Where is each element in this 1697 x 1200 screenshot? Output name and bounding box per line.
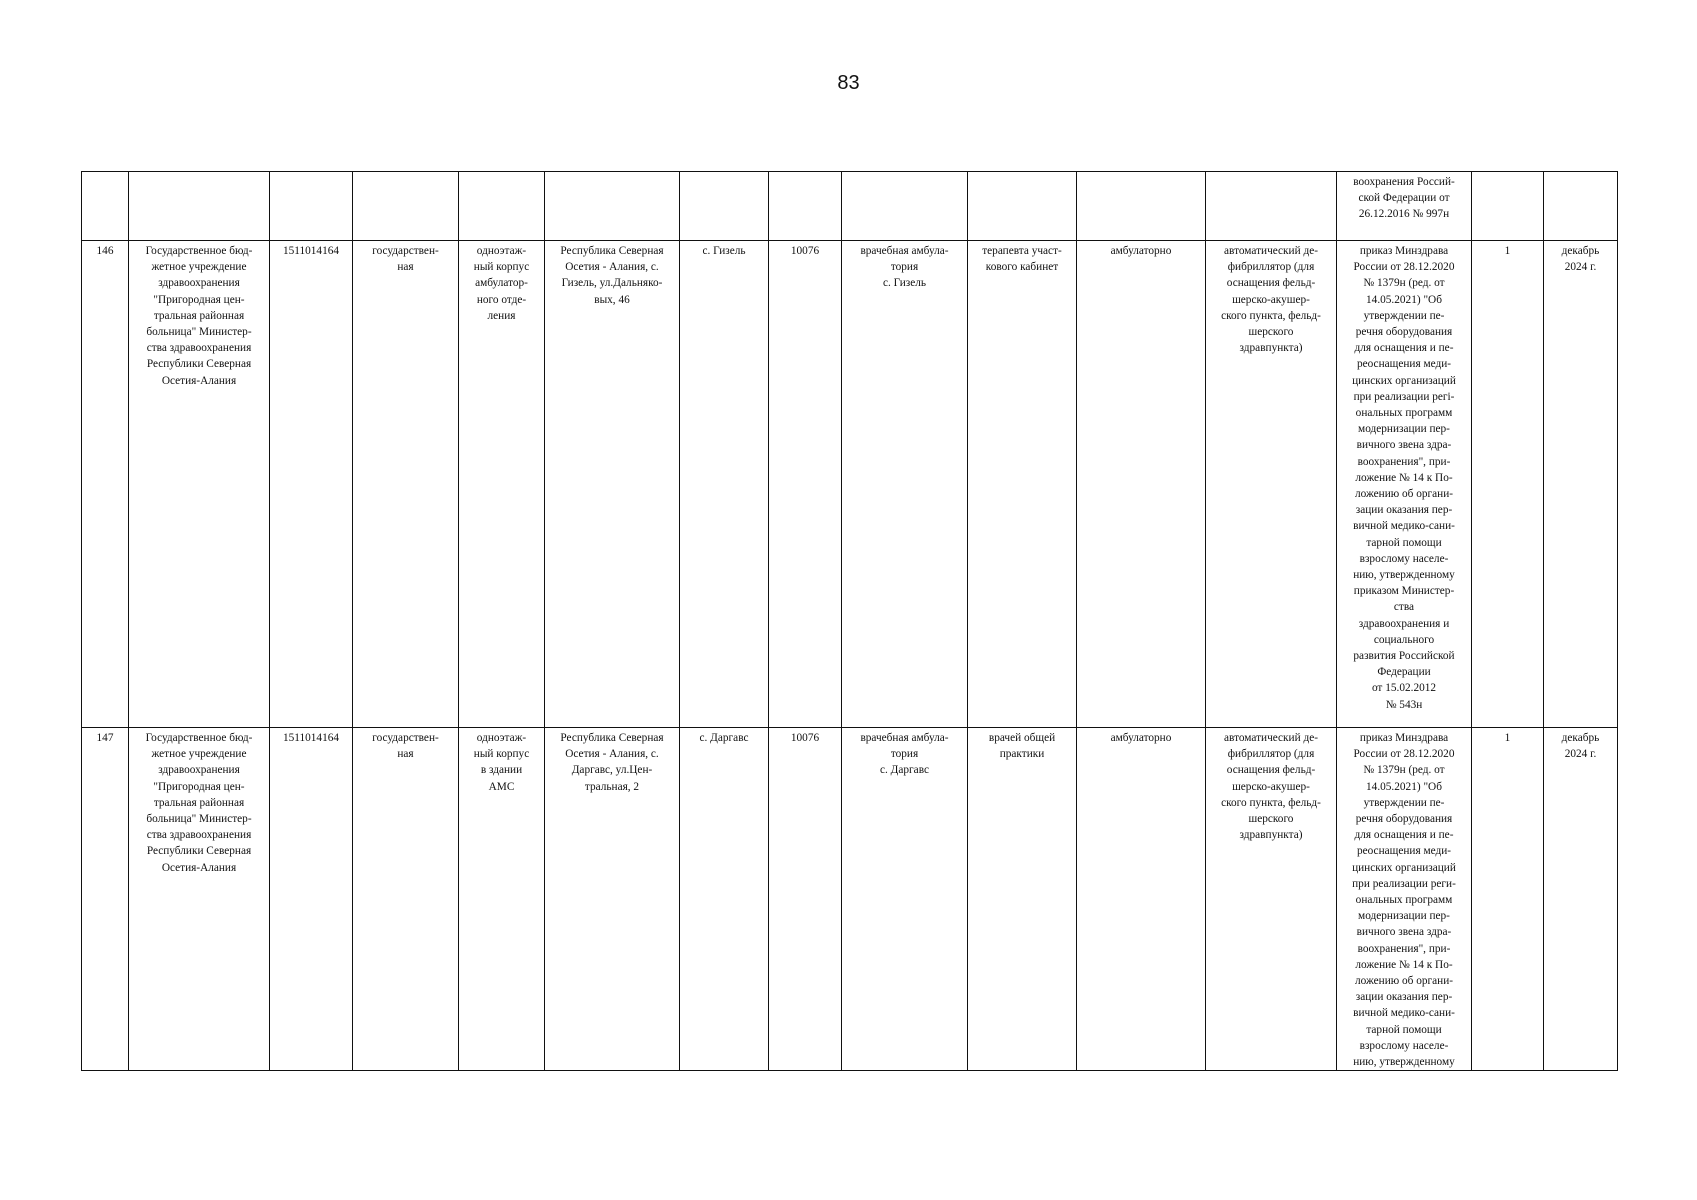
building-line: в здании [480, 764, 523, 777]
cell-num: 147 [82, 728, 129, 1071]
org-line: Республики Северная [146, 845, 252, 858]
cell-condition: амбулаторно [1077, 241, 1206, 728]
table-row [82, 728, 1618, 1071]
basis-line: 14.05.2021) "Об [1366, 293, 1442, 306]
org-line: больница" Министер- [146, 326, 252, 339]
ownership-line: государствен- [372, 732, 439, 744]
equipment-line: шерского [1248, 813, 1294, 826]
basis-line: для оснащения и пе- [1354, 342, 1454, 355]
basis-line: модернизации пер- [1358, 423, 1450, 436]
basis-line: зации оказания пер- [1355, 991, 1453, 1004]
basis-line: для оснащения и пе- [1354, 829, 1454, 842]
cell-date [1544, 241, 1618, 728]
basis-line: вичной медико-сани- [1353, 1007, 1455, 1020]
building-line: одноэтаж- [476, 732, 527, 744]
basis-line: социального [1373, 633, 1435, 646]
basis-line: ложение № 14 к По- [1355, 471, 1453, 484]
basis-line: ложение № 14 к По- [1355, 958, 1453, 971]
basis-line: речня оборудования [1355, 813, 1453, 826]
basis-line: тарной помощи [1366, 536, 1442, 549]
basis-line: здравоохранения и [1358, 617, 1450, 630]
equipment-line: шерско-акушер- [1232, 780, 1310, 793]
basis-line: развития Российской [1353, 650, 1455, 663]
cell-num [82, 172, 129, 241]
cell-inn: 1511014164 [270, 728, 353, 1071]
cell-ownership [353, 728, 459, 1071]
basis-line: цинских организаций [1352, 374, 1456, 387]
equipment-line: автоматический де- [1224, 732, 1318, 744]
cell-address [545, 728, 680, 1071]
basis-line: № 1379н (ред. от [1363, 277, 1445, 290]
basis-line: реоснащения меди- [1356, 845, 1452, 858]
cell-address [545, 172, 680, 241]
building-line: ный корпус [473, 748, 530, 761]
cell-date [1544, 172, 1618, 241]
cabinet-line: кового кабинет [985, 261, 1059, 274]
basis-line: взрослому населе- [1359, 552, 1449, 565]
address-line: Осетия - Алания, с. [565, 261, 659, 274]
address-line: Республика Северная [560, 245, 664, 257]
basis-line: ложению об органи- [1354, 975, 1454, 988]
basis-line: ональных программ [1355, 894, 1453, 907]
cell-date [1544, 728, 1618, 1071]
basis-line: ональных программ [1355, 407, 1453, 420]
basis-line: модернизации пер- [1358, 910, 1450, 923]
address-line: Гизель, ул.Дальняко- [561, 277, 663, 290]
equipment-line: автоматический де- [1224, 245, 1318, 257]
cell-population: 10076 [769, 728, 842, 1071]
org-line: ства здравоохранения [146, 829, 252, 842]
basis-line: воохранения Россий- [1353, 176, 1455, 188]
basis-line: утверждении пе- [1363, 309, 1445, 322]
building-line: ного отде- [476, 293, 527, 306]
cell-building [459, 172, 545, 241]
cell-locality: с. Даргавс [680, 728, 769, 1071]
basis-line: при реализации регi- [1353, 390, 1455, 403]
cell-condition: амбулаторно [1077, 728, 1206, 1071]
cell-building [459, 728, 545, 1071]
basis-line: вичного звена здра- [1356, 439, 1452, 452]
cell-ownership [353, 172, 459, 241]
cell-basis [1337, 172, 1472, 241]
cabinet-line: врачей общей [988, 732, 1056, 744]
basis-line: нию, утвержденному [1353, 569, 1455, 582]
building-line: ления [487, 309, 516, 322]
cell-quantity: 1 [1472, 241, 1544, 728]
basis-line: приказ Минздрава [1359, 245, 1449, 257]
basis-line: воохранения", при- [1357, 942, 1451, 955]
basis-line: утверждении пе- [1363, 796, 1445, 809]
table-row-continued [82, 172, 1618, 241]
table-row [82, 241, 1618, 728]
basis-line: ской Федерации от [1358, 192, 1450, 205]
cell-org [129, 172, 270, 241]
cell-org [129, 241, 270, 728]
cell-equipment [1206, 728, 1337, 1071]
basis-line: ложению об органи- [1354, 488, 1454, 501]
cell-equipment [1206, 241, 1337, 728]
basis-line: Федерации [1377, 666, 1431, 679]
org-line: Государственное бюд- [145, 245, 253, 257]
basis-line: взрослому населе- [1359, 1039, 1449, 1052]
cell-locality [680, 172, 769, 241]
cell-ownership [353, 241, 459, 728]
cell-population [769, 172, 842, 241]
org-line: Осетия-Алания [161, 374, 237, 387]
basis-line: тарной помощи [1366, 1023, 1442, 1036]
ownership-line: ная [397, 748, 414, 761]
equipment-line: здравпункта) [1239, 829, 1303, 842]
cell-unit [842, 728, 968, 1071]
cell-equipment [1206, 172, 1337, 241]
cabinet-line: практики [999, 748, 1045, 761]
address-line: Республика Северная [560, 732, 664, 744]
cabinet-line: терапевта участ- [982, 245, 1062, 257]
address-line: Даргавс, ул.Цен- [571, 764, 653, 777]
org-line: здравоохранения [158, 764, 240, 777]
basis-line: № 1379н (ред. от [1363, 764, 1445, 777]
basis-line: 14.05.2021) "Об [1366, 780, 1442, 793]
date-line: декабрь [1561, 732, 1600, 744]
unit-line: тория [890, 261, 919, 274]
basis-line: вичной медико-сани- [1353, 520, 1455, 533]
equipment-line: здравпункта) [1239, 342, 1303, 355]
cell-quantity [1472, 172, 1544, 241]
basis-line: реоснащения меди- [1356, 358, 1452, 371]
basis-line: России от 28.12.2020 [1353, 261, 1455, 274]
equipment-table [81, 171, 1618, 1071]
unit-line: врачебная амбула- [860, 732, 949, 744]
cell-population: 10076 [769, 241, 842, 728]
ownership-line: государствен- [372, 245, 439, 257]
equipment-line: шерско-акушер- [1232, 293, 1310, 306]
cell-cabinet [968, 728, 1077, 1071]
unit-line: врачебная амбула- [860, 245, 949, 257]
building-line: одноэтаж- [476, 245, 527, 257]
equipment-line: шерского [1248, 326, 1294, 339]
building-line: амбулатор- [475, 277, 528, 290]
cell-building [459, 241, 545, 728]
equipment-line: фибриллятор (для [1227, 261, 1315, 274]
date-line: декабрь [1561, 245, 1600, 257]
cell-basis [1337, 241, 1472, 728]
basis-line: России от 28.12.2020 [1353, 748, 1455, 761]
cell-num: 146 [82, 241, 129, 728]
org-line: "Пригородная цен- [153, 780, 245, 793]
equipment-line: ского пункта, фельд- [1221, 796, 1321, 809]
page-number: 83 [837, 72, 860, 94]
address-line: Осетия - Алания, с. [565, 748, 659, 761]
cell-basis [1337, 728, 1472, 1071]
org-line: жетное учреждение [151, 748, 247, 761]
ownership-line: ная [397, 261, 414, 274]
unit-line: с. Даргавс [880, 764, 929, 777]
cell-unit [842, 241, 968, 728]
unit-line: тория [890, 748, 919, 761]
basis-line: приказ Минздрава [1359, 732, 1449, 744]
equipment-line: фибриллятор (для [1227, 748, 1315, 761]
org-line: Республики Северная [146, 358, 252, 371]
cell-inn: 1511014164 [270, 241, 353, 728]
basis-line: ства [1393, 601, 1415, 614]
address-line: вых, 46 [594, 293, 630, 306]
basis-line: вичного звена здра- [1356, 926, 1452, 939]
basis-line: цинских организаций [1352, 861, 1456, 874]
org-line: Государственное бюд- [145, 732, 253, 744]
cell-inn [270, 172, 353, 241]
cell-locality: с. Гизель [680, 241, 769, 728]
basis-line: № 543н [1385, 698, 1423, 711]
cell-condition [1077, 172, 1206, 241]
building-line: ный корпус [473, 261, 530, 274]
basis-line: речня оборудования [1355, 326, 1453, 339]
basis-line: воохранения", при- [1357, 455, 1451, 468]
basis-line: приказом Министер- [1353, 585, 1455, 598]
date-line: 2024 г. [1564, 748, 1597, 761]
date-line: 2024 г. [1564, 261, 1597, 274]
basis-line: при реализации реги- [1352, 877, 1456, 890]
basis-line: 26.12.2016 № 997н [1358, 208, 1450, 221]
org-line: "Пригородная цен- [153, 293, 245, 306]
equipment-line: ского пункта, фельд- [1221, 309, 1321, 322]
cell-address [545, 241, 680, 728]
cell-org [129, 728, 270, 1071]
org-line: ства здравоохранения [146, 342, 252, 355]
unit-line: с. Гизель [882, 277, 927, 290]
address-line: тральная, 2 [584, 780, 640, 793]
org-line: больница" Министер- [146, 813, 252, 826]
equipment-line: оснащения фельд- [1226, 277, 1316, 290]
cell-cabinet [968, 172, 1077, 241]
org-line: здравоохранения [158, 277, 240, 290]
cell-cabinet [968, 241, 1077, 728]
basis-line: от 15.02.2012 [1371, 682, 1437, 695]
cell-unit [842, 172, 968, 241]
building-line: АМС [488, 780, 515, 793]
basis-line: нию, утвержденному [1353, 1056, 1455, 1069]
equipment-line: оснащения фельд- [1226, 764, 1316, 777]
cell-quantity: 1 [1472, 728, 1544, 1071]
org-line: жетное учреждение [151, 261, 247, 274]
basis-line: зации оказания пер- [1355, 504, 1453, 517]
org-line: Осетия-Алания [161, 861, 237, 874]
org-line: тральная районная [153, 796, 245, 809]
org-line: тральная районная [153, 309, 245, 322]
